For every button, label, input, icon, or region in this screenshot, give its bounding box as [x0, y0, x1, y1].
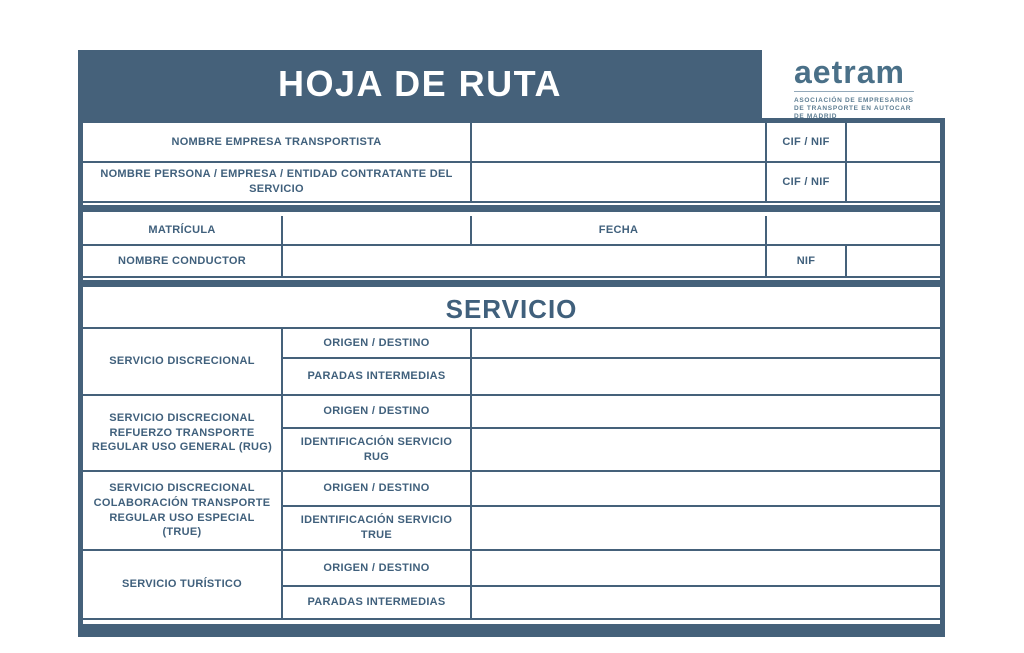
label-servicio-discrecional-rug: SERVICIO DISCRECIONAL REFUERZO TRANSPORTE REGULAR USO GENERAL (RUG)	[83, 396, 283, 470]
input-g2-identificacion-rug[interactable]	[472, 429, 940, 470]
sub-row	[283, 507, 940, 549]
input-g4-paradas-intermedias[interactable]	[472, 587, 940, 618]
sub-row	[283, 429, 940, 470]
label-servicio-discrecional: SERVICIO DISCRECIONAL	[83, 329, 283, 394]
input-g3-identificacion-true[interactable]	[472, 507, 940, 549]
logo-tagline-line1: ASOCIACIÓN DE EMPRESARIOS	[794, 97, 914, 104]
group-servicio-discrecional	[83, 329, 940, 396]
form-table	[78, 118, 945, 637]
label-g2-identificacion-rug: IDENTIFICACIÓN SERVICIO RUG	[283, 429, 472, 470]
form-title: HOJA DE RUTA	[277, 63, 562, 104]
input-g2-origen-destino[interactable]	[472, 396, 940, 427]
group-servicio-discrecional-true	[83, 472, 940, 551]
aetram-logo-name: aetram	[794, 54, 905, 90]
servicio-section-header	[83, 291, 940, 329]
label-g4-origen-destino: ORIGEN / DESTINO	[283, 551, 472, 585]
logo-tagline-line2: DE TRANSPORTE EN AUTOCAR	[794, 105, 912, 113]
sub-row	[283, 396, 940, 429]
label-servicio-discrecional-true: SERVICIO DISCRECIONAL COLABORACIÓN TRANSPORTE REGULAR USO ESPECIAL (TRUE)	[83, 472, 283, 549]
label-empresa-transportista: NOMBRE EMPRESA TRANSPORTISTA	[83, 123, 472, 161]
sub-row	[283, 329, 940, 359]
row-matricula-fecha	[83, 216, 940, 246]
label-g3-identificacion-true: IDENTIFICACIÓN SERVICIO TRUE	[283, 507, 472, 549]
input-cif-nif-contratante[interactable]	[847, 163, 940, 201]
label-g1-paradas-intermedias: PARADAS INTERMEDIAS	[283, 359, 472, 394]
input-fecha[interactable]	[767, 216, 940, 244]
hoja-de-ruta-form	[78, 50, 945, 637]
input-g1-paradas-intermedias[interactable]	[472, 359, 940, 394]
sub-row	[283, 472, 940, 507]
input-g3-origen-destino[interactable]	[472, 472, 940, 505]
label-matricula: MATRÍCULA	[83, 216, 283, 244]
form-title-band	[78, 50, 762, 118]
input-matricula[interactable]	[283, 216, 472, 244]
label-entidad-contratante: NOMBRE PERSONA / EMPRESA / ENTIDAD CONTRATANTE DEL SERVICIO	[83, 163, 472, 201]
servicio-title: SERVICIO	[445, 293, 578, 324]
row-entidad-contratante	[83, 163, 940, 203]
input-entidad-contratante[interactable]	[472, 163, 767, 201]
input-nif-conductor[interactable]	[847, 246, 940, 276]
sub-row	[283, 551, 940, 587]
servicio-title-cell	[83, 291, 940, 327]
input-g4-origen-destino[interactable]	[472, 551, 940, 585]
label-fecha: FECHA	[472, 216, 767, 244]
row-empresa-transportista	[83, 123, 940, 163]
input-empresa-transportista[interactable]	[472, 123, 767, 161]
sub-row	[283, 359, 940, 394]
row-conductor	[83, 246, 940, 278]
label-nombre-conductor: NOMBRE CONDUCTOR	[83, 246, 283, 276]
logo-divider	[794, 91, 914, 92]
input-cif-nif-empresa[interactable]	[847, 123, 940, 161]
aetram-logo	[762, 50, 945, 121]
label-g2-origen-destino: ORIGEN / DESTINO	[283, 396, 472, 427]
label-g4-paradas-intermedias: PARADAS INTERMEDIAS	[283, 587, 472, 618]
separator-band	[83, 280, 940, 291]
group-servicio-turistico	[83, 551, 940, 620]
group-servicio-discrecional-rug	[83, 396, 940, 472]
label-g3-origen-destino: ORIGEN / DESTINO	[283, 472, 472, 505]
separator-band	[83, 205, 940, 216]
input-g1-origen-destino[interactable]	[472, 329, 940, 357]
logo-tagline	[794, 97, 945, 121]
label-nif-conductor: NIF	[767, 246, 847, 276]
label-cif-nif-contratante: CIF / NIF	[767, 163, 847, 201]
form-header	[78, 50, 945, 121]
logo-tagline-line3: DE MADRID	[794, 113, 838, 121]
label-cif-nif-empresa: CIF / NIF	[767, 123, 847, 161]
input-nombre-conductor[interactable]	[283, 246, 767, 276]
sub-row	[283, 587, 940, 618]
footer-band	[83, 624, 940, 637]
label-servicio-turistico: SERVICIO TURÍSTICO	[83, 551, 283, 618]
label-g1-origen-destino: ORIGEN / DESTINO	[283, 329, 472, 357]
